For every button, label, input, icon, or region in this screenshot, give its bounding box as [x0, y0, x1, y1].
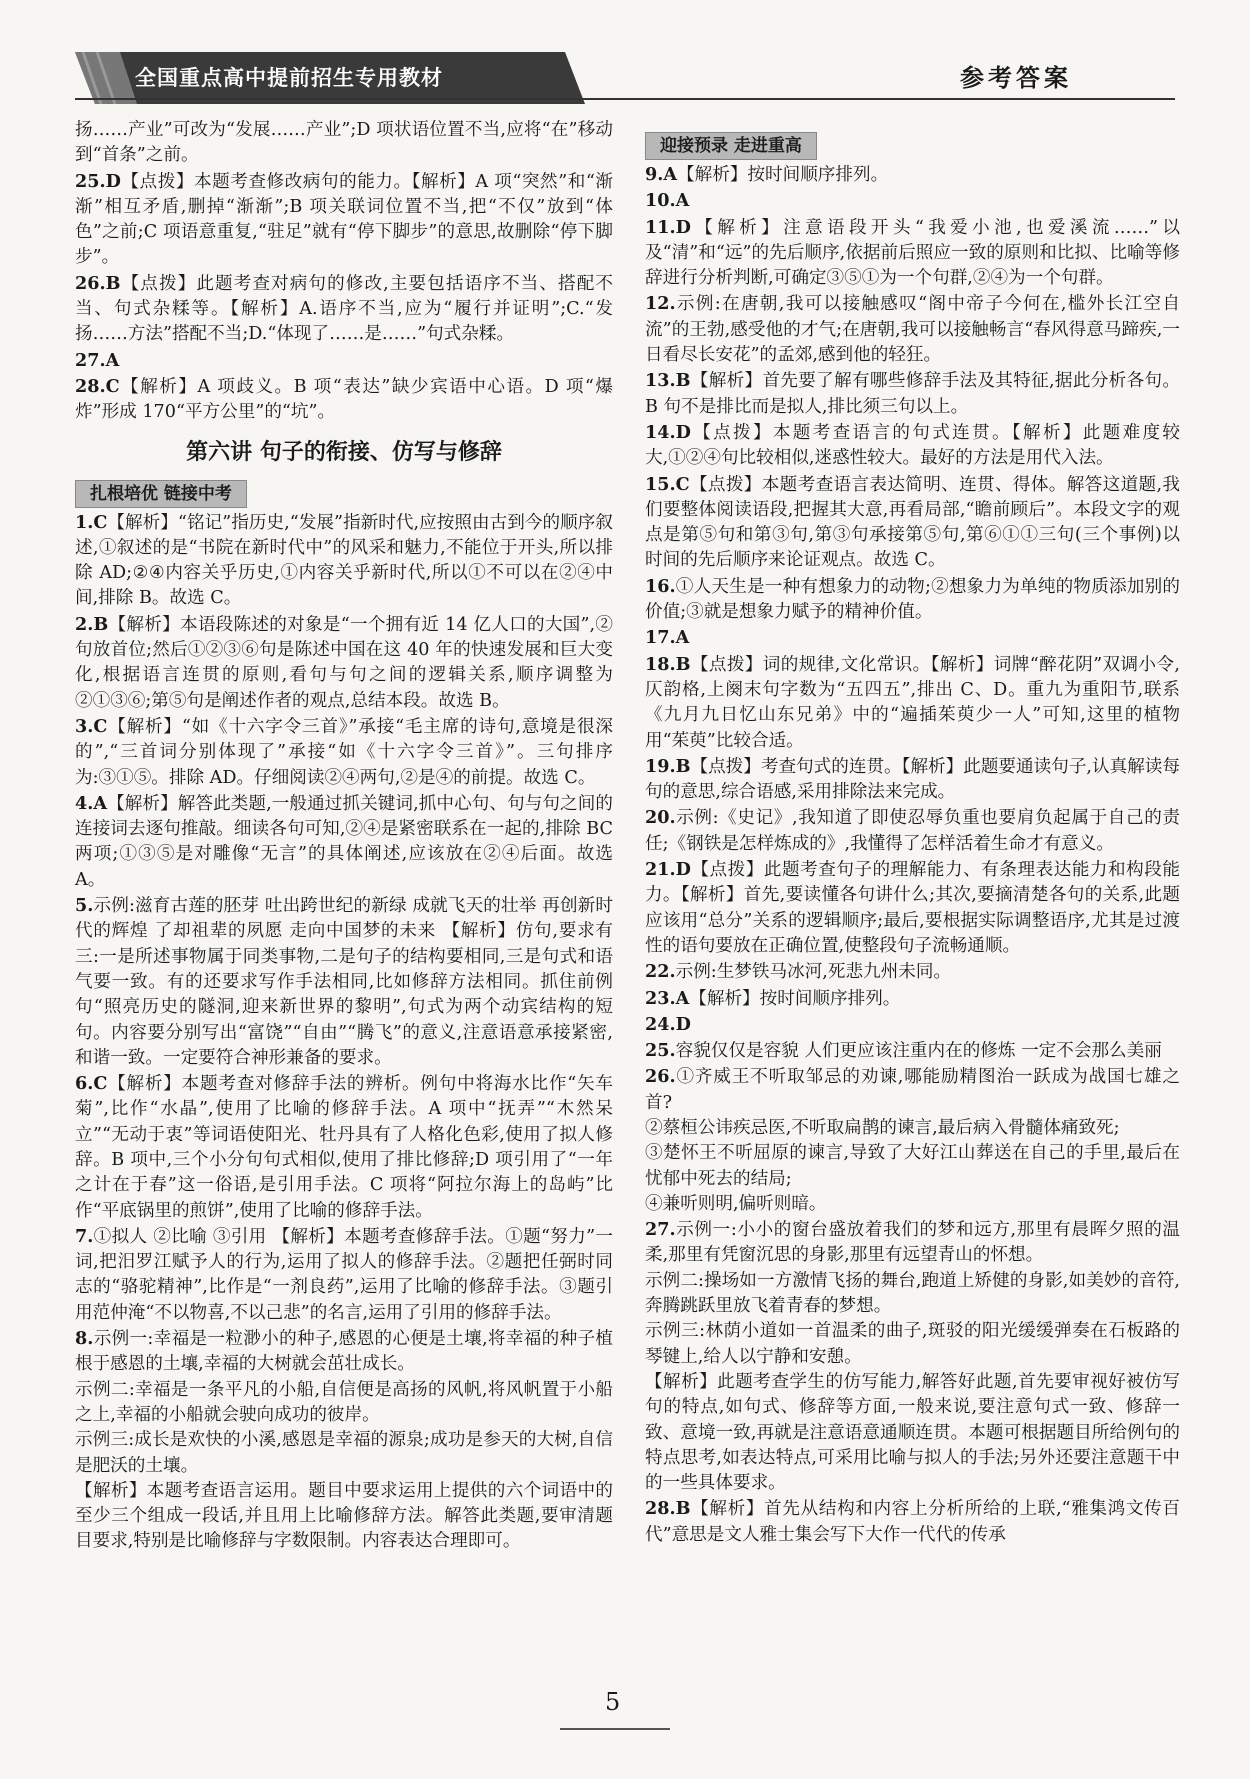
answer-number: 3.C	[75, 715, 108, 737]
answer-number: 2.B	[75, 613, 109, 635]
answer-text: 【点拨】考查句式的连贯。【解析】此题要通读句子,认真解读每句的意思,综合语感,采用排除法来完成。	[645, 756, 1180, 803]
answer-item	[645, 215, 1180, 292]
answer-item	[645, 1116, 1180, 1141]
answer-number: 20.	[645, 807, 676, 829]
answer-number: 10.A	[645, 190, 690, 212]
answer-number: 4.A	[75, 792, 108, 814]
answer-number: 27.A	[75, 349, 120, 371]
right-column	[645, 128, 1180, 1548]
answer-number: 9.A	[645, 164, 678, 185]
bottom-rule	[560, 1728, 670, 1730]
answer-text: 【解析】“铭记”指历史,“发展”指新时代,应按照由古到今的顺序叙述,①叙述的是“书院在新时代中”的风采和魅力,不能位于开头,所以排除 AD;②④内容关乎历史,①内容关乎新时代,所以①不可以在②④中间,排除 B。故选 C。	[75, 512, 613, 609]
answer-text: 示例一:小小的窗台盛放着我们的梦和远方,那里有晨晖夕照的温柔,那里有凭窗沉思的身影,那里有远望青山的怀想。	[645, 1220, 1180, 1266]
answer-item	[645, 1192, 1180, 1217]
answer-text: 【点拨】此题考查对病句的修改,主要包括语序不当、搭配不当、句式杂糅等。【解析】A.语序不当,应为“履行并证明”;C.“发扬……方法”搭配不当;D.“体现了……是……”句式杂糅。	[75, 273, 613, 345]
answer-number: 5.	[75, 895, 94, 917]
answer-text: 【点拨】词的规律,文化常识。【解析】词牌“醉花阴”双调小令,仄韵格,上阕末句字数为“五四五”,排出 C、D。重九为重阳节,联系《九月九日忆山东兄弟》中的“遍插茱萸少一人”可知,这里的植物用“茱萸”比较合适。	[645, 654, 1180, 751]
answer-text: 示例:滋育古莲的胚芽 吐出跨世纪的新绿 成就飞天的壮举 再创新时代的辉煌 了却祖辈的夙愿 走向中国梦的未来 【解析】仿句,要求有三:一是所述事物属于同类事物,二是句子的结构要相同,三是句式和语气要一致。有的还要求写作手法相同,比如修辞方法相同。抓住前例句“照亮历史的隧洞,迎来新世界的黎明”,句式为两个动宾结构的短句。内容要分别写出“富饶”“自由”“腾飞”的意义,注意语意承接紧密,和谐一致。一定要符合神形兼备的要求。	[75, 896, 613, 1068]
answer-item	[645, 420, 1180, 472]
answer-text: 扬……产业”可改为“发展……产业”;D 项状语位置不当,应将“在”移动到“首条”之前。	[75, 120, 613, 166]
answer-text: 【解析】本题考查对修辞手法的辨析。例句中将海水比作“矢车菊”,比作“水晶”,使用了比喻的修辞手法。A 项中“抚弄”“木然呆立”“无动于衷”等词语使阳光、牡丹具有了人格化色彩,使用了拟人修辞。B 项中,三个小分句句式相似,使用了排比修辞;D 项引用了“一年之计在于春”这一俗语,是引用手法。C 项将“阿拉尔海上的岛屿”比作“平底锅里的煎饼”,使用了比喻的修辞手法。	[75, 1074, 613, 1221]
header-answer-label: 参考答案	[960, 63, 1072, 92]
answer-item	[75, 1326, 613, 1378]
answer-item	[645, 805, 1180, 857]
answer-item	[645, 754, 1180, 806]
answer-number: 26.	[645, 1066, 676, 1088]
answer-item	[645, 857, 1180, 959]
answer-number: 25.D	[75, 170, 121, 192]
answer-item	[645, 1269, 1180, 1320]
section-heading: 扎根培优 链接中考	[75, 480, 247, 508]
answer-item	[75, 1378, 613, 1429]
answer-number: 6.C	[75, 1073, 108, 1095]
answer-item	[75, 118, 613, 169]
answer-text: 容貌仅仅是容貌 人们更应该注重内在的修炼 一定不会那么美丽	[675, 1041, 1162, 1062]
answer-number: 19.B	[645, 755, 691, 777]
header-banner	[75, 52, 585, 104]
answer-text: 示例:生梦铁马冰河,死悲九州未同。	[675, 962, 952, 983]
answer-item	[75, 348, 613, 374]
answer-number: 27.	[645, 1219, 676, 1241]
answer-item	[75, 1071, 613, 1224]
answer-item	[645, 188, 1180, 214]
answer-item	[75, 1428, 613, 1479]
answer-text: 【解析】解答此类题,一般通过抓关键词,抓中心句、句与句之间的连接词去逐句推敲。细读各句可知,②④是紧密联系在一起的,排除 BC 两项;①③⑤是对雕像“无言”的具体阐述,应该放在②④后面。故选 A。	[75, 793, 613, 890]
answer-item	[645, 162, 1180, 188]
answer-text: 【解析】按时间顺序排列。	[677, 165, 889, 185]
answer-item	[75, 510, 613, 612]
answer-item	[645, 959, 1180, 985]
answer-number: 28.B	[645, 1498, 691, 1520]
answer-item	[645, 1064, 1180, 1116]
answer-item	[75, 271, 613, 348]
answer-number: 11.D	[645, 216, 691, 238]
answer-item	[645, 1217, 1180, 1269]
answer-item	[645, 1319, 1180, 1370]
answer-item	[75, 1479, 613, 1555]
answer-item	[75, 374, 613, 426]
answer-item	[75, 714, 613, 791]
answer-number: 28.C	[75, 375, 120, 397]
answer-text: 【解析】按时间顺序排列。	[689, 988, 901, 1009]
answer-item	[645, 574, 1180, 626]
answer-text: 【点拨】本题考查修改病句的能力。【解析】A 项“突然”和“渐渐”相互矛盾,删掉“渐渐”;B 项关联词位置不当,把“不仅”放到“体色”之前;C 项语意重复,“驻足”就有“停下脚步”的意思,故删除“停下脚步”。	[75, 171, 613, 268]
left-column	[75, 118, 613, 1555]
answer-text: 【解析】“如《十六字令三首》”承接“毛主席的诗句,意境是很深的”,“三首词分别体现了”承接“如《十六字令三首》”。三句排序为:③①⑤。排除 AD。仔细阅读②④两句,②是④的前提。故选 C。	[75, 716, 613, 788]
answer-number: 25.	[645, 1040, 676, 1062]
answer-item	[75, 893, 613, 1071]
answer-item	[645, 986, 1180, 1012]
answer-item	[75, 169, 613, 271]
banner-title: 全国重点高中提前招生专用教材	[135, 66, 443, 90]
answer-text: ①拟人 ②比喻 ③引用 【解析】本题考查修辞手法。①题“努力”一词,把汨罗江赋予人的行为,运用了拟人的修辞手法。②题把任弼时同志的“骆驼精神”,比作是“一剂良药”,运用了比喻的修辞手法。③题引用范仲淹“不以物喜,不以己悲”的名言,运用了引用的修辞手法。	[75, 1226, 613, 1323]
answer-text: ④兼听则明,偏听则暗。	[645, 1193, 827, 1214]
answer-number: 14.D	[645, 421, 691, 443]
answer-item	[645, 291, 1180, 368]
answer-item	[645, 1012, 1180, 1038]
answer-number: 24.D	[645, 1013, 691, 1035]
answer-number: 18.B	[645, 653, 691, 675]
answer-item	[645, 1496, 1180, 1548]
answer-number: 7.	[75, 1225, 94, 1247]
answer-text: 【点拨】本题考查语言表达简明、连贯、得体。解答这道题,我们要整体阅读语段,把握其大意,再看局部,“瞻前顾后”。本段文字的观点是第⑤句和第③句,第③句承接第⑤句,第⑥①①三句(三个事例)以时间的先后顺序来论证观点。故选 C。	[645, 474, 1180, 571]
answer-text: 【解析】本题考查语言运用。题目中要求运用上提供的六个词语中的至少三个组成一段话,并且用上比喻修辞方法。解答此类题,要审清题目要求,特别是比喻修辞与字数限制。内容表达合理即可。	[75, 1480, 613, 1552]
answer-text: 【解析】注意语段开头“我爱小池,也爱溪流……”以及“清”和“远”的先后顺序,依据前后照应一致的原则和比拟、比喻等修辞进行分析判断,可确定③⑤①为一个句群,②④为一个句群。	[645, 217, 1180, 289]
answer-text: 示例三:林荫小道如一首温柔的曲子,斑驳的阳光缓缓弹奏在石板路的琴键上,给人以宁静和安憩。	[645, 1321, 1180, 1367]
answer-item	[645, 1141, 1180, 1192]
lecture-title: 第六讲 句子的衔接、仿写与修辞	[186, 439, 502, 465]
answer-text: 【点拨】此题考查句子的理解能力、有条理表达能力和构段能力。【解析】首先,要读懂各句讲什么;其次,要摘清楚各句的关系,此题应该用“总分”关系的逻辑顺序;最后,要根据实际调整语序,尤其是过渡性的语句要放在正确位置,使整段句子流畅通顺。	[645, 860, 1180, 956]
answer-number: 1.C	[75, 511, 108, 533]
answer-number: 16.	[645, 575, 676, 597]
answer-text: 示例三:成长是欢快的小溪,感恩是幸福的源泉;成功是参天的大树,自信是肥沃的土壤。	[75, 1430, 613, 1476]
answer-item	[75, 612, 613, 714]
answer-number: 17.A	[645, 627, 690, 649]
answer-text: 示例:《史记》,我知道了即使忍辱负重也要肩负起属于自己的责任;《钢铁是怎样炼成的》,我懂得了怎样活着生命才有意义。	[645, 808, 1180, 854]
answer-item	[645, 368, 1180, 420]
answer-text: ①人天生是一种有想象力的动物;②想象力为单纯的物质添加别的价值;③就是想象力赋予的精神价值。	[645, 576, 1180, 623]
answer-text: 【解析】A 项歧义。B 项“表达”缺少宾语中心语。D 项“爆炸”形成 170“平方公里”的“坑”。	[75, 376, 613, 423]
answer-item	[645, 652, 1180, 754]
answer-number: 23.A	[645, 987, 690, 1009]
answer-text: 【点拨】本题考查语言的句式连贯。【解析】此题难度较大,①②④句比较相似,迷惑性较大。最好的方法是用代入法。	[645, 422, 1180, 469]
answer-number: 15.C	[645, 473, 690, 495]
answer-text: 示例二:幸福是一条平凡的小船,自信便是高扬的风帆,将风帆置于小船之上,幸福的小船就会驶向成功的彼岸。	[75, 1379, 613, 1425]
answer-number: 8.	[75, 1328, 94, 1350]
answer-number: 21.D	[645, 859, 691, 881]
answer-text: ③楚怀王不听屈原的谏言,导致了大好江山葬送在自己的手里,最后在忧郁中死去的结局;	[645, 1143, 1180, 1189]
answer-number: 12.	[645, 293, 676, 315]
answer-item	[645, 472, 1180, 574]
answer-number: 22.	[645, 961, 676, 983]
answer-text: ①齐威王不听取邹忌的劝谏,哪能励精图治一跃成为战国七雄之首?	[645, 1067, 1180, 1113]
answer-text: 【解析】本语段陈述的对象是“一个拥有近 14 亿人口的大国”,②句放首位;然后①②③⑥句是陈述中国在这 40 年的快速发展和巨大变化,根据语言连贯的原则,看句与句之间的逻辑关系,顺序调整为②①③⑥;第⑤句是阐述作者的观点,总结本段。故选 B。	[75, 614, 613, 711]
answer-number: 26.B	[75, 272, 121, 294]
answer-item	[75, 791, 613, 893]
answer-text: 【解析】此题考查学生的仿写能力,解答好此题,首先要审视好被仿写句的特点,如句式、修辞等方面,一般来说,要注意句式一致、修辞一致、意境一致,再就是注意语意通顺连贯。本题可根据题目所给例句的特点思考,如表达特点,可采用比喻与拟人的手法;另外还要注意题干中的一些具体要求。	[645, 1371, 1180, 1494]
answer-item	[645, 1038, 1180, 1064]
answer-text: 示例一:幸福是一粒渺小的种子,感恩的心便是土壤,将幸福的种子植根于感恩的土壤,幸福的大树就会茁壮成长。	[75, 1329, 613, 1375]
answer-item	[645, 625, 1180, 651]
answer-text: 【解析】首先要了解有哪些修辞手法及其特征,据此分析各句。B 句不是排比而是拟人,排比须三句以上。	[645, 371, 1180, 417]
answer-number: 13.B	[645, 370, 691, 392]
section-heading: 迎接预录 走进重高	[645, 132, 817, 160]
answer-text: 示例二:操场如一方激情飞扬的舞台,跑道上矫健的身影,如美妙的音符,奔腾跳跃里放飞着青春的梦想。	[645, 1270, 1180, 1317]
answer-item	[645, 1370, 1180, 1496]
answer-text: 【解析】首先从结构和内容上分析所给的上联,“雅集鸿文传百代”意思是文人雅士集会写下大作一代代的传承	[645, 1499, 1180, 1545]
answer-text: 示例:在唐朝,我可以接触感叹“阁中帝子今何在,槛外长江空自流”的王勃,感受他的才气;在唐朝,我可以接触畅言“春风得意马蹄疾,一日看尽长安花”的孟郊,感到他的轻狂。	[645, 294, 1180, 366]
page-number: 5	[605, 1688, 621, 1716]
answer-text: ②蔡桓公讳疾忌医,不听取扁鹊的谏言,最后病入骨髓体痛致死;	[645, 1117, 1120, 1138]
header-rule	[75, 98, 1175, 100]
answer-item	[75, 1224, 613, 1326]
